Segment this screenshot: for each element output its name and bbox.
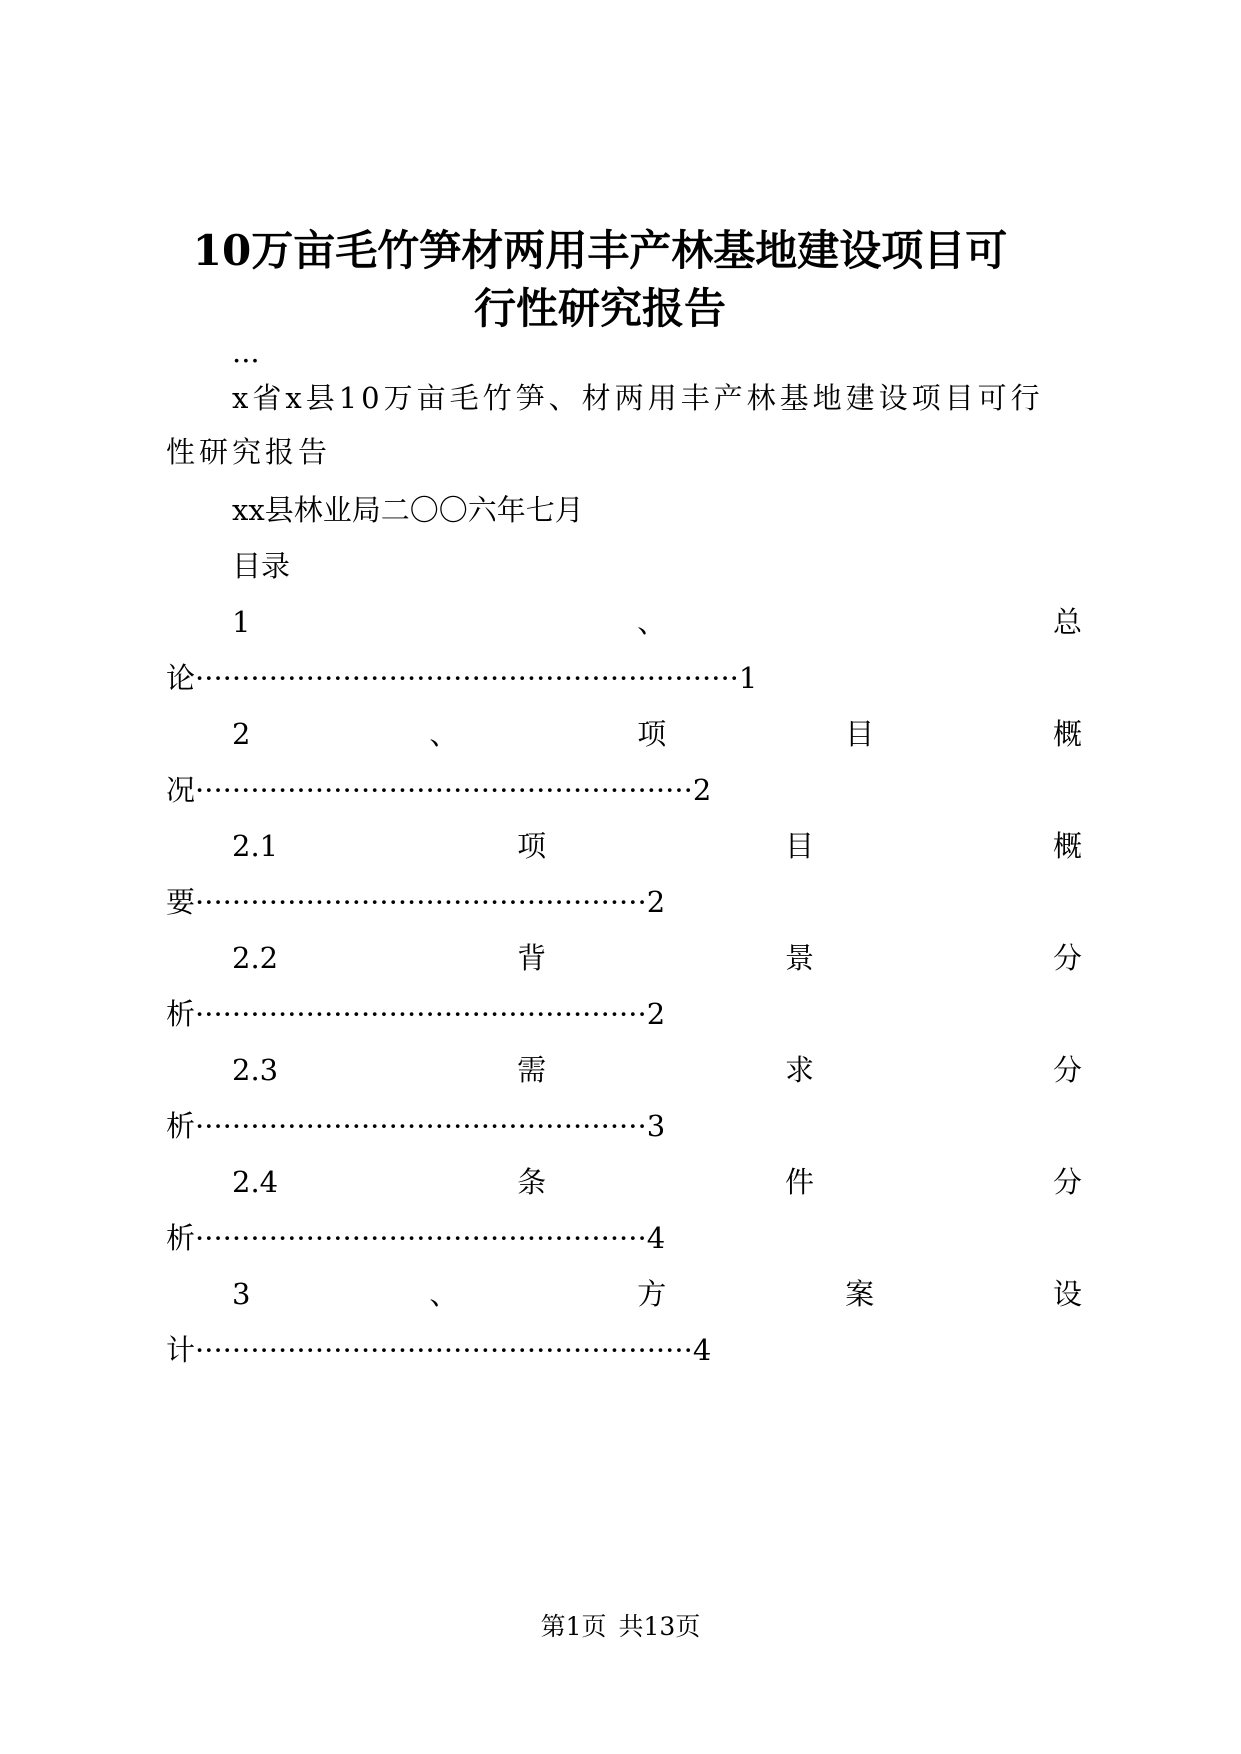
toc-leader-dots: ················································· xyxy=(195,1221,647,1255)
toc-entry-part: 需 xyxy=(517,1053,547,1087)
toc-entry-heading-line xyxy=(232,1274,1082,1314)
toc-entry-part: 分 xyxy=(1052,1053,1082,1087)
toc-entry-part: 、 xyxy=(637,605,667,639)
toc-entry-part: 件 xyxy=(785,1165,815,1199)
toc-entry-part: 概 xyxy=(1052,717,1082,751)
toc-entry-part: 景 xyxy=(785,941,815,975)
toc-entry-heading-line xyxy=(232,1050,1082,1090)
toc-entry-tail: 析 xyxy=(166,1221,196,1255)
subtitle-line-2: 性研究报告 xyxy=(166,435,332,469)
toc-page-number: 4 xyxy=(692,1333,712,1367)
toc-entry-leader-line xyxy=(166,1330,711,1370)
toc-entry-heading-line xyxy=(232,1162,1082,1202)
toc-entry-part: 目 xyxy=(845,717,875,751)
toc-entry-leader-line xyxy=(166,658,757,698)
toc-entry-part: 项 xyxy=(637,717,667,751)
toc-entry-tail: 计 xyxy=(166,1333,196,1367)
toc-page-number: 2 xyxy=(646,885,666,919)
toc-entry-leader-line xyxy=(166,770,711,810)
toc-entry-part: 方 xyxy=(637,1277,667,1311)
toc-entry-part: 分 xyxy=(1052,941,1082,975)
toc-entry-tail: 析 xyxy=(166,997,196,1031)
toc-entry-tail: 况 xyxy=(166,773,196,807)
toc-entry-heading-line xyxy=(232,938,1082,978)
toc-entry-part: 1 xyxy=(232,605,251,639)
toc-entry-part: 求 xyxy=(785,1053,815,1087)
toc-entry-part: 分 xyxy=(1052,1165,1082,1199)
title-line-1: 10万亩毛竹笋材两用丰产林基地建设项目可 xyxy=(192,226,1008,275)
toc-entry-part: 、 xyxy=(429,717,459,751)
toc-entry-part: 项 xyxy=(517,829,547,863)
toc-entry-tail: 析 xyxy=(166,1109,196,1143)
page-footer xyxy=(0,1612,1241,1642)
toc-page-number: 2 xyxy=(646,997,666,1031)
toc-entry-tail: 要 xyxy=(166,885,196,919)
toc-entry-part: 3 xyxy=(232,1277,251,1311)
title-line-2: 行性研究报告 xyxy=(473,284,726,333)
toc-leader-dots: ················································· xyxy=(195,885,647,919)
toc-entry-part: 2.2 xyxy=(232,941,279,975)
toc-entry-part: 概 xyxy=(1052,829,1082,863)
toc-page-number: 3 xyxy=(646,1109,666,1143)
toc-entry-part: 目 xyxy=(785,829,815,863)
toc-entry-part: 背 xyxy=(517,941,547,975)
toc-entry-leader-line xyxy=(166,882,665,922)
subtitle-line-1: x省x县10万亩毛竹笋、材两用丰产林基地建设项目可行 xyxy=(232,381,1044,415)
toc-leader-dots: ······················································ xyxy=(195,773,693,807)
toc-entry-heading-line xyxy=(232,826,1082,866)
total-pages: 共13页 xyxy=(618,1612,701,1641)
ellipsis-text: ... xyxy=(232,335,260,369)
toc-entry-heading-line xyxy=(232,714,1082,754)
toc-heading: 目录 xyxy=(232,549,291,583)
toc-entry-part: 2.1 xyxy=(232,829,279,863)
toc-page-number: 1 xyxy=(738,661,758,695)
toc-leader-dots: ······················································ xyxy=(195,1333,693,1367)
toc-leader-dots: ················································· xyxy=(195,1109,647,1143)
toc-entry-tail: 论 xyxy=(166,661,196,695)
toc-entry-part: 、 xyxy=(429,1277,459,1311)
toc-entry-leader-line xyxy=(166,994,665,1034)
toc-page-number: 4 xyxy=(646,1221,666,1255)
toc-entry-part: 2.4 xyxy=(232,1165,279,1199)
author-date: xx县林业局二〇〇六年七月 xyxy=(232,493,584,527)
toc-entry-part: 条 xyxy=(517,1165,547,1199)
toc-entry-part: 案 xyxy=(845,1277,875,1311)
toc-entry-leader-line xyxy=(166,1106,665,1146)
toc-entry-part: 2 xyxy=(232,717,251,751)
toc-page-number: 2 xyxy=(692,773,712,807)
document-title xyxy=(140,222,1060,338)
toc-entry-leader-line xyxy=(166,1218,665,1258)
toc-entry-part: 设 xyxy=(1052,1277,1082,1311)
toc-leader-dots: ··························································· xyxy=(195,661,739,695)
page-number: 第1页 xyxy=(540,1612,607,1641)
toc-entry-heading-line xyxy=(232,602,1082,642)
toc-leader-dots: ················································· xyxy=(195,997,647,1031)
toc-entry-part: 总 xyxy=(1052,605,1082,639)
toc-entry-part: 2.3 xyxy=(232,1053,279,1087)
